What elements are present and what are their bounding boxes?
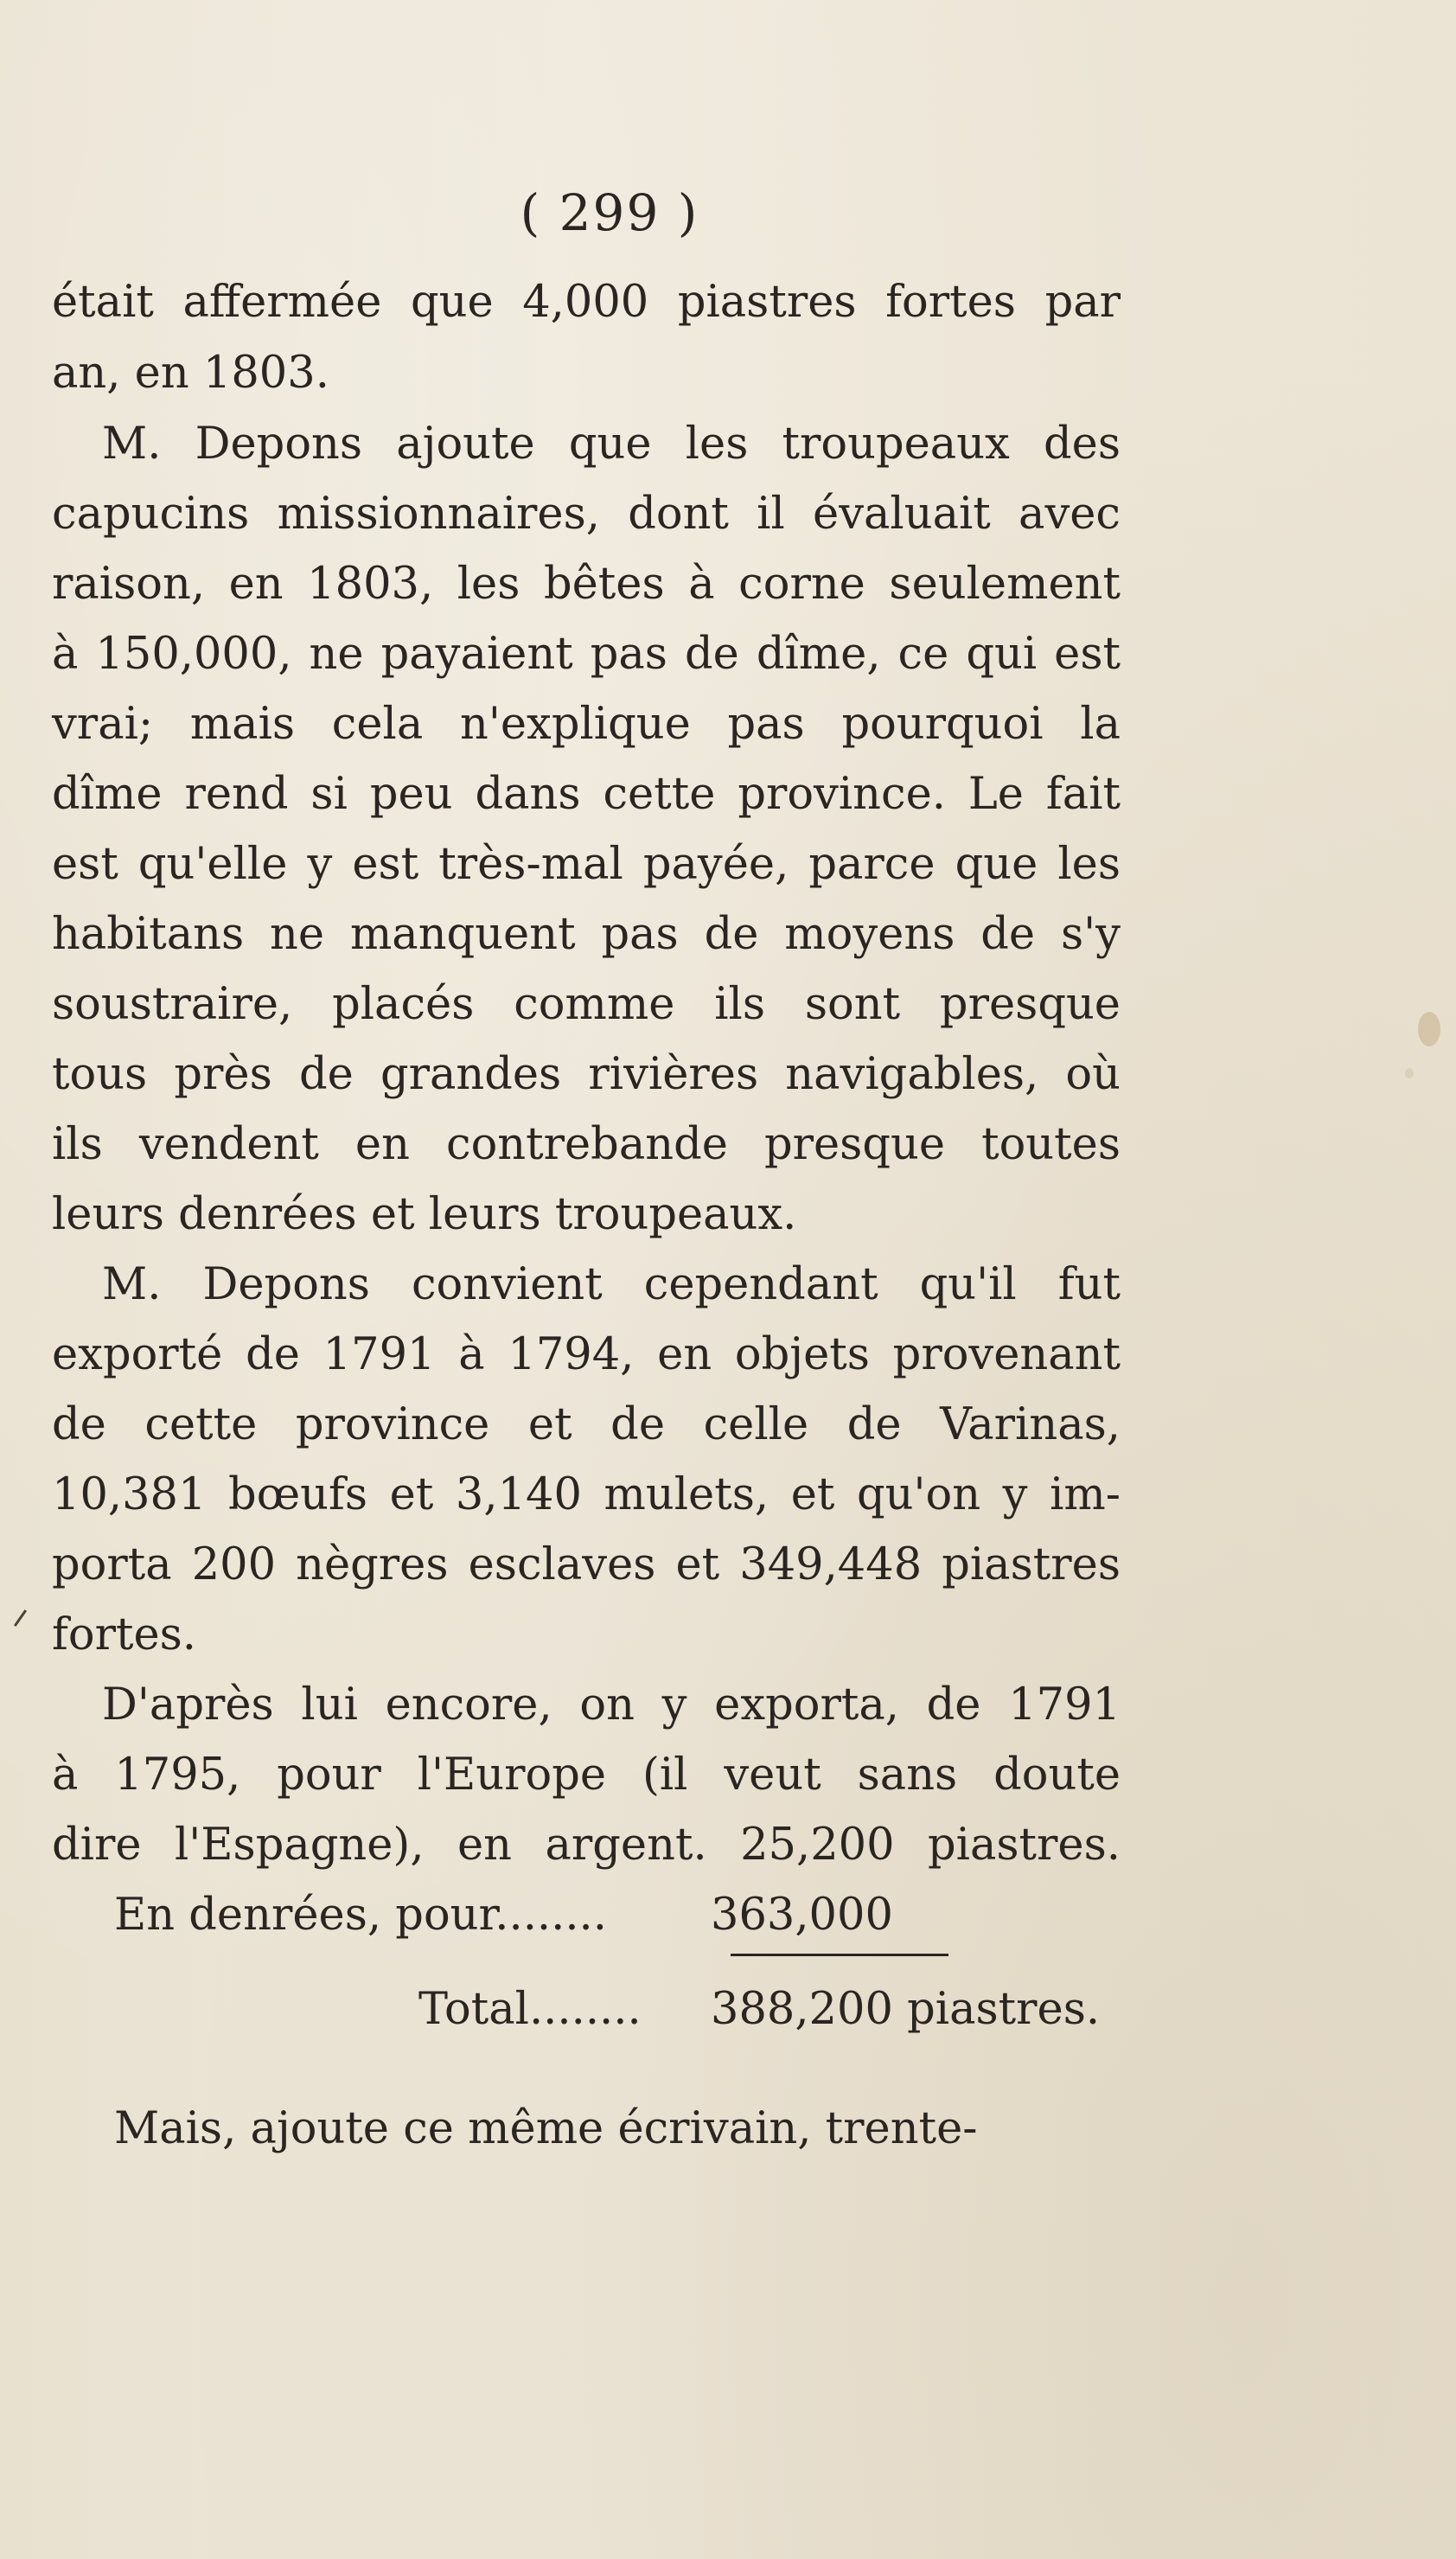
text-line: est qu'elle y est très-mal payée, parce que les [52,839,1121,890]
text-line: à 150,000, ne payaient pas de dîme, ce qui est [52,629,1121,680]
margin-pencil-mark [14,1609,27,1627]
text-line: M. Depons convient cependant qu'il fut [102,1259,1121,1310]
page-number: ( 299 ) [520,183,699,242]
sum-rule [731,1954,948,1956]
text-line: 10,381 bœufs et 3,140 mulets, et qu'on y im- [52,1469,1121,1520]
closing-line: Mais, ajoute ce même écrivain, trente- [114,2103,978,2154]
total-value: 388,200 piastres. [711,1984,1101,2035]
text-line: soustraire, placés comme ils sont presque [52,979,1121,1030]
text-line: capucins missionnaires, dont il évaluait avec [52,489,1121,540]
text-line: fortes. [52,1609,197,1660]
text-line: M. Depons ajoute que les troupeaux des [102,419,1121,470]
text-line: leurs denrées et leurs troupeaux. [52,1189,797,1240]
text-line: tous près de grandes rivières navigables, où [52,1049,1121,1100]
text-line: habitans ne manquent pas de moyens de s'y [52,909,1121,960]
text-line: raison, en 1803, les bêtes à corne seulement [52,559,1121,610]
denrees-value: 363,000 [711,1890,893,1941]
text-line: dire l'Espagne), en argent. 25,200 piastres. [52,1820,1121,1871]
text-line: de cette province et de celle de Varinas, [52,1399,1121,1450]
text-line: dîme rend si peu dans cette province. Le fait [52,769,1121,820]
stain-mark [1405,1068,1414,1078]
stain-mark [1418,1012,1440,1046]
denrees-label: En denrées, pour........ [114,1890,607,1941]
total-label: Total........ [418,1984,642,2035]
text-line: à 1795, pour l'Europe (il veut sans doute [52,1750,1121,1801]
text-line: était affermée que 4,000 piastres fortes par [52,277,1121,328]
text-line: ils vendent en contrebande presque toutes [52,1119,1121,1170]
text-line: vrai; mais cela n'explique pas pourquoi la [52,699,1121,750]
text-line: porta 200 nègres esclaves et 349,448 piastres [52,1539,1121,1590]
text-line: exporté de 1791 à 1794, en objets provenant [52,1329,1121,1380]
text-line: an, en 1803. [52,348,329,399]
text-line: D'après lui encore, on y exporta, de 1791 [102,1679,1121,1731]
